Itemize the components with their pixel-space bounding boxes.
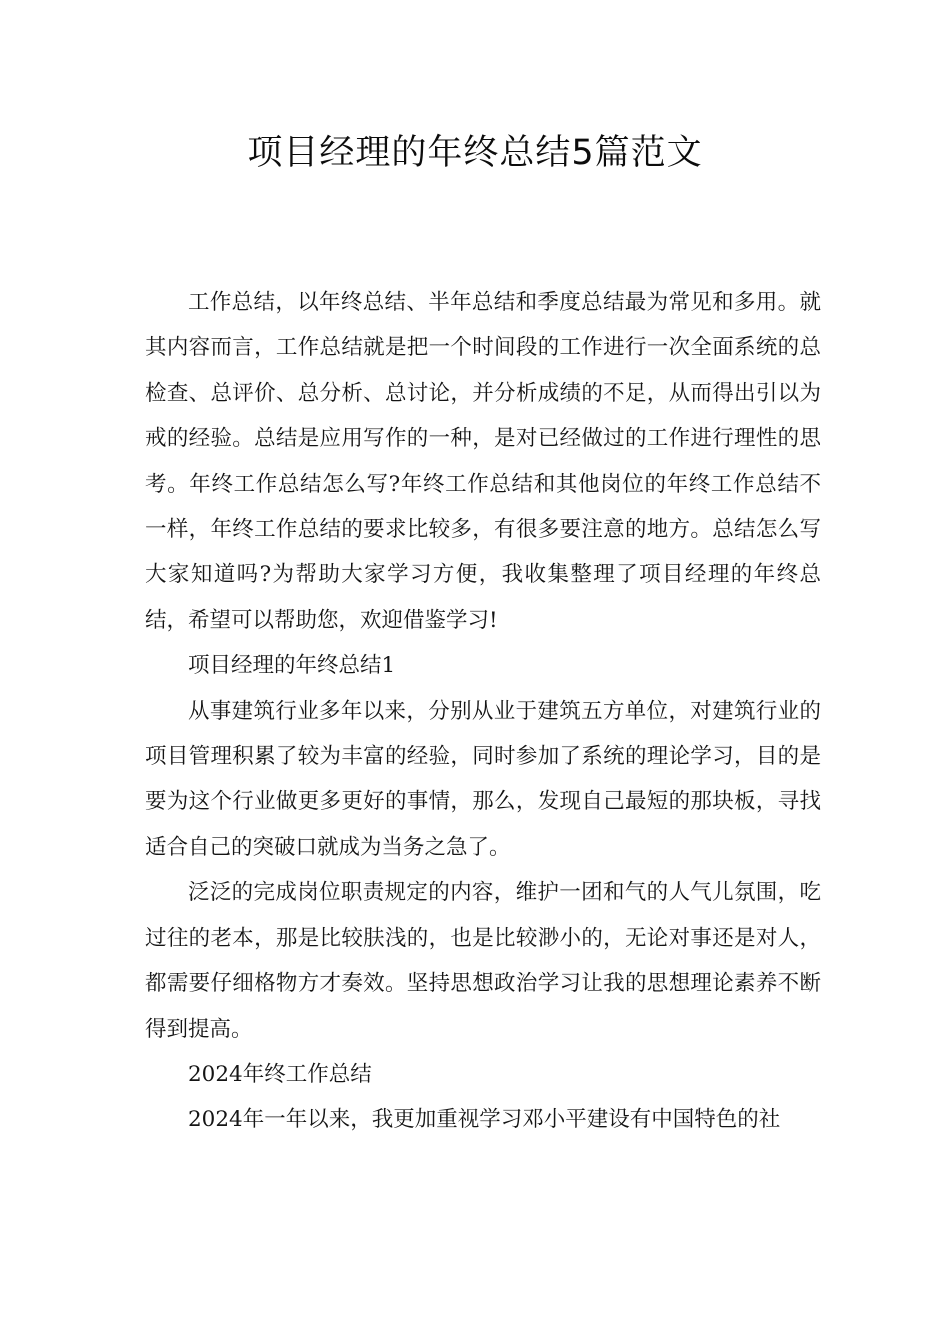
document-body — [145, 280, 821, 1143]
body-paragraph-1: 从事建筑行业多年以来，分别从业于建筑五方单位，对建筑行业的项目管理积累了较为丰富的经验，同时参加了系统的理论学习，目的是要为这个行业做更多更好的事情，那么，发现自己最短的那块板，寻找适合自己的突破口就成为当务之急了。 — [145, 698, 821, 860]
body-paragraph-2: 泛泛的完成岗位职责规定的内容，维护一团和气的人气儿氛围，吃过往的老本，那是比较肤浅的，也是比较渺小的，无论对事还是对人，都需要仔细格物方才奏效。坚持思想政治学习让我的思想理论素养不断得到提高。 — [145, 880, 821, 1042]
body-paragraph-3: 2024年一年以来，我更加重视学习邓小平建设有中国特色的社 — [188, 1107, 781, 1133]
intro-paragraph: 工作总结，以年终总结、半年总结和季度总结最为常见和多用。就其内容而言，工作总结就是把一个时间段的工作进行一次全面系统的总检查、总评价、总分析、总讨论，并分析成绩的不足，从而得出引以为戒的经验。总结是应用写作的一种，是对已经做过的工作进行理性的思考。年终工作总结怎么写?年终工作总结和其他岗位的年终工作总结不一样，年终工作总结的要求比较多，有很多要注意的地方。总结怎么写大家知道吗?为帮助大家学习方便，我收集整理了项目经理的年终总结，希望可以帮助您，欢迎借鉴学习! — [145, 290, 821, 633]
document-title: 项目经理的年终总结5篇范文 — [247, 133, 703, 173]
section-heading-2: 2024年终工作总结 — [188, 1061, 372, 1087]
section-heading-1: 项目经理的年终总结1 — [188, 653, 396, 679]
